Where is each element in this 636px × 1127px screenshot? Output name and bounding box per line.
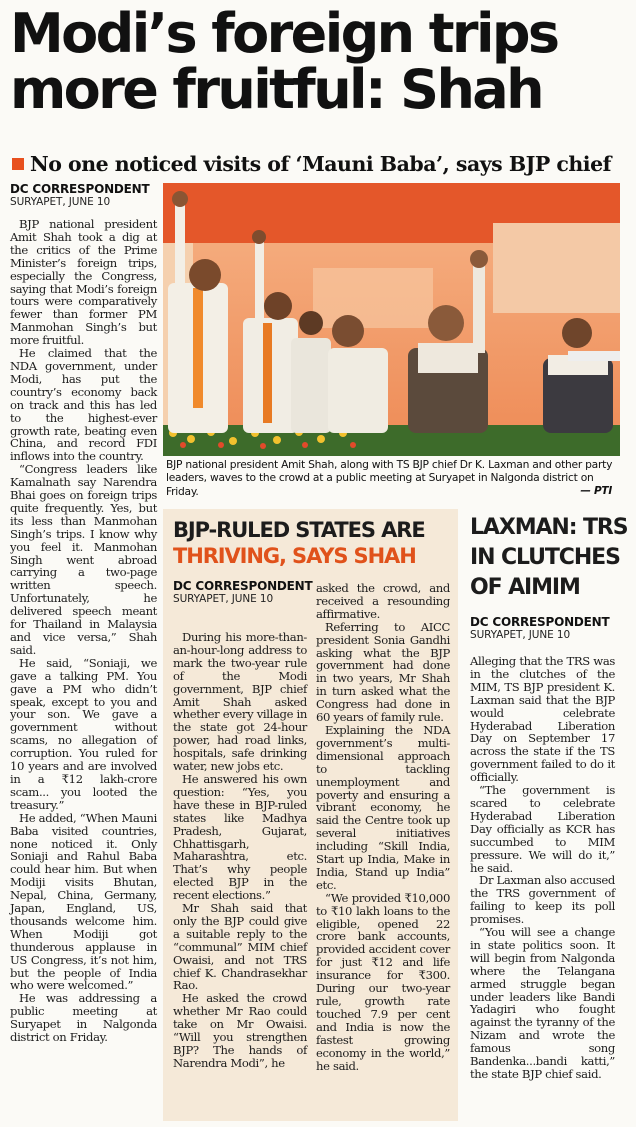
sidebar-one-paragraph: asked the crowd, and received a resounding affirmative. bbox=[316, 581, 450, 621]
main-dateline: SURYAPET, JUNE 10 bbox=[10, 196, 111, 208]
sidebar-one-paragraph: He asked the crowd whether Mr Rao could take on Mr Owaisi. “Will you strengthen BJP? The hands of Narendra Modi”, he bbox=[173, 991, 307, 1070]
main-story bbox=[10, 182, 157, 1044]
photo-credit: — PTI bbox=[580, 484, 612, 497]
deck bbox=[12, 152, 632, 176]
sidebar-one-paragraph: Explaining the NDA government’s multi-dimensional approach to tackling unemployment and poverty and ensuring a vibrant economy, he said the Centre took up several initiatives including “Skill India, Start up India, Make in India, Stand up India” etc. bbox=[316, 722, 450, 892]
main-paragraph: He added, “When Mauni Baba visited countries, none noticed it. Only Soniaji and Rahul Baba could hear him. But when Modiji visits Bhutan, Nepal, China, Germany, Japan, England, US, thousands welcome him. When Modiji got thunderous applause in US Congress, it’s not him, but the people of India who were welcomed.” bbox=[10, 810, 157, 993]
main-paragraph: “Congress leaders like Kamalnath say Narendra Bhai goes on foreign trips quite frequently. Yes, but its less than Manmohan Singh’s trips. I know why you feel it. Manmohan Singh went abroad carrying a two-page written speech. Unfortunately, he delivered speech meant for Thailand in Malaysia and vice versa,” Shah said. bbox=[10, 462, 157, 657]
main-byline: DC CORRESPONDENT bbox=[10, 182, 150, 196]
bullet-square-icon bbox=[12, 158, 24, 170]
sidebar-one-paragraph: “We provided ₹10,000 to ₹10 lakh loans to the eligible, opened 22 crore bank accounts, provided accident cover for just ₹12 and life insurance for ₹300. During our two-year rule, growth rate touched 7.9 per cent and India is now the fastest growing economy in the world,” he said. bbox=[316, 890, 450, 1073]
sidebar-two-title-line: LAXMAN: TRS bbox=[470, 515, 628, 540]
sidebar-two-paragraph: Alleging that the TRS was in the clutches of the MIM, TS BJP president K. Laxman said that the BJP would celebrate Hyderabad Liberation Day on September 17 across the state if the TS government failed to do it officially. bbox=[470, 654, 615, 785]
sidebar-two-title bbox=[470, 513, 630, 603]
sidebar-one-dateline: SURYAPET, JUNE 10 bbox=[173, 593, 274, 605]
main-paragraph: He said, “Soniaji, we gave a talking PM. You gave a PM who didn’t speak, except to you and your son. We gave a government without scams, no allegation of corruption. You ruled for 10 years and are involved in a ₹12 lakh-crore scam... you looted the treasury.” bbox=[10, 655, 157, 812]
headline bbox=[10, 2, 630, 121]
deck-text: No one noticed visits of ‘Mauni Baba’, says BJP chief bbox=[30, 152, 611, 176]
sidebar-one-paragraph: Mr Shah said that only the BJP could give a suitable reply to the “communal” MIM chief Owaisi, and not TRS chief K. Chandrasekhar Rao. bbox=[173, 901, 307, 993]
news-photo bbox=[163, 183, 620, 456]
sidebar-two bbox=[470, 513, 630, 1081]
main-story-body bbox=[10, 218, 157, 1044]
rally-stage-illustration bbox=[163, 183, 620, 456]
sidebar-two-body bbox=[470, 655, 615, 1081]
sidebar-one-byline: DC CORRESPONDENT bbox=[173, 579, 313, 593]
sidebar-one-title-line-1: BJP-RULED STATES ARE bbox=[173, 518, 425, 542]
sidebar-two-dateline: SURYAPET, JUNE 10 bbox=[470, 629, 571, 641]
sidebar-two-title-line: OF AIMIM bbox=[470, 575, 580, 600]
headline-line-1: Modi’s foreign trips bbox=[10, 2, 558, 65]
sidebar-one-title-line-2: THRIVING, SAYS SHAH bbox=[173, 544, 416, 568]
sidebar-two-paragraph: “The government is scared to celebrate Hyderabad Liberation Day officially as KCR has succumbed to MIM pressure. We will do it,” he said. bbox=[470, 783, 615, 875]
headline-line-2: more fruitful: Shah bbox=[10, 58, 542, 121]
sidebar-two-byline: DC CORRESPONDENT bbox=[470, 615, 610, 629]
main-paragraph: He was addressing a public meeting at Suryapet in Nalgonda district on Friday. bbox=[10, 991, 157, 1045]
photo-caption bbox=[166, 458, 616, 498]
sidebar-one-col-right bbox=[316, 582, 450, 1072]
main-paragraph: BJP national president Amit Shah took a dig at the critics of the Prime Minister’s foreign trips, especially the Congress, saying that Modi’s foreign tours were comparatively fewer than former PM Manmohan Singh’s but more fruitful. bbox=[10, 217, 157, 348]
sidebar-two-title-line: IN CLUTCHES bbox=[470, 545, 620, 570]
caption-text: BJP national president Amit Shah, along with TS BJP chief Dr K. Laxman and other party leaders, waves to the crowd at a public meeting at Suryapet in Nalgonda district on Friday. bbox=[166, 458, 613, 498]
sidebar-one-col-left bbox=[173, 631, 307, 1070]
sidebar-one-paragraph: He answered his own question: “Yes, you have these in BJP-ruled states like Madhya Pradesh, Gujarat, Chhattisgarh, Maharashtra, etc. That’s why people elected BJP in the recent elections.” bbox=[173, 771, 307, 903]
sidebar-two-paragraph: “You will see a change in state politics soon. It will begin from Nalgonda where the Telangana armed struggle began under leaders like Bandi Yadagiri who fought against the tyranny of the Nizam and wrote the famous song Bandenka...bandi katti,” the state BJP chief said. bbox=[470, 925, 615, 1081]
sidebar-two-paragraph: Dr Laxman also accused the TRS government of failing to keep its poll promises. bbox=[470, 873, 615, 927]
sidebar-one-paragraph: During his more-than-an-hour-long address to mark the two-year rule of the Modi government, BJP chief Amit Shah asked whether every village in the state got 24-hour power, had road links, hospitals, safe drinking water, new jobs etc. bbox=[173, 630, 307, 774]
sidebar-one-paragraph: Referring to AICC president Sonia Gandhi asking what the BJP government had done in two years, Mr Shah in turn asked what the Congress had done in 60 years of family rule. bbox=[316, 619, 450, 725]
main-paragraph: He claimed that the NDA government, under Modi, has put the country’s economy back on track and this has led to the highest-ever growth rate, beating even China, and record FDI inflows into the country. bbox=[10, 346, 157, 464]
